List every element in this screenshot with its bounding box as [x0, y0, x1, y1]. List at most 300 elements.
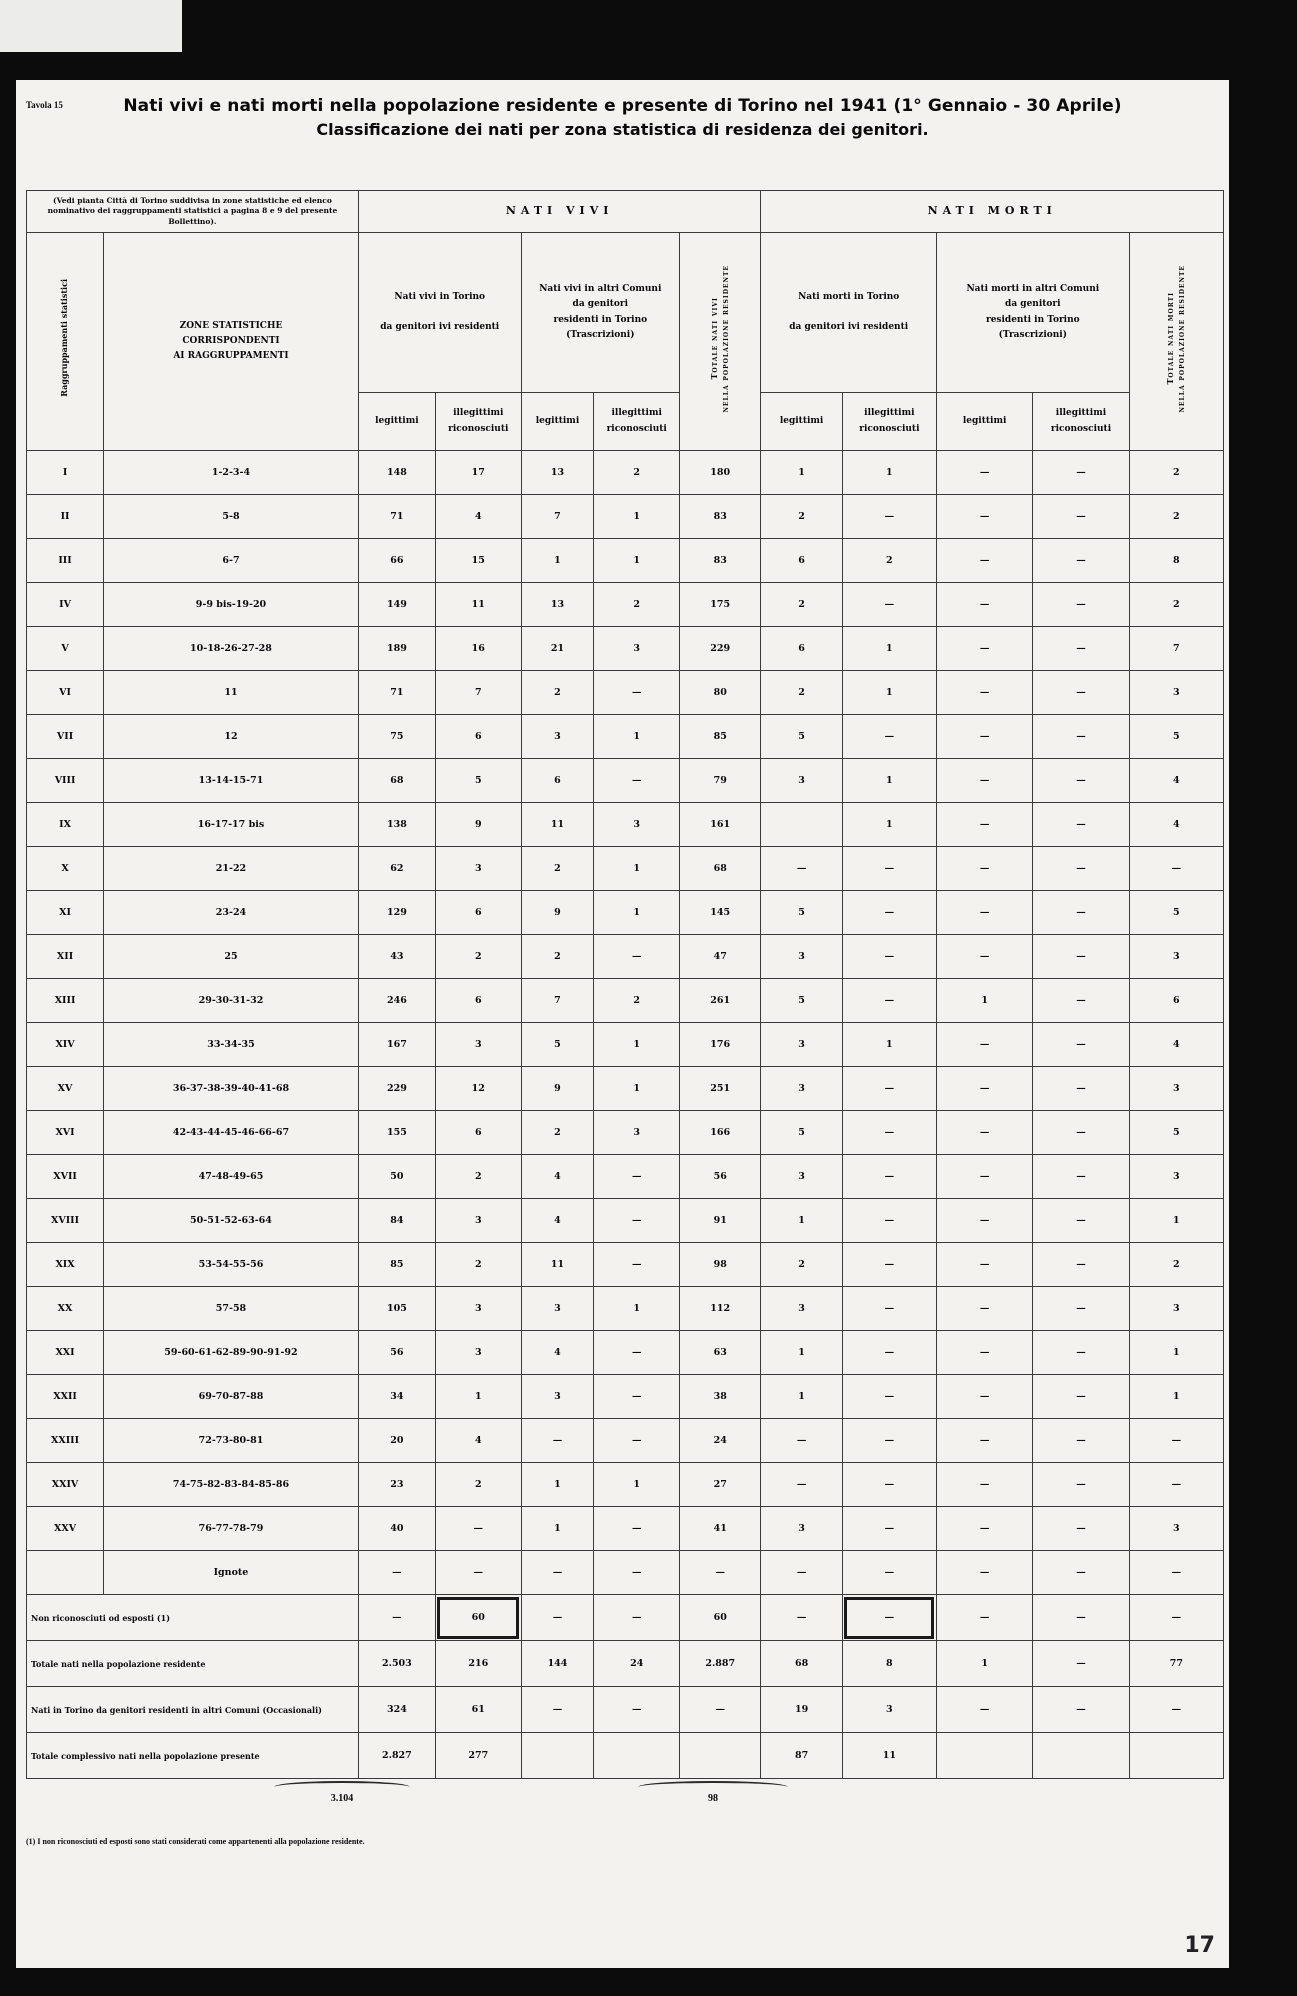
value-cell: 166	[680, 1111, 761, 1155]
value-cell: 4	[1129, 759, 1223, 803]
value-cell: 1	[594, 495, 680, 539]
value-cell: —	[761, 1463, 842, 1507]
value-cell: —	[1033, 1419, 1129, 1463]
value-cell: —	[842, 1463, 936, 1507]
value-cell: 24	[680, 1419, 761, 1463]
table-row	[27, 627, 1224, 671]
value-cell: 7	[435, 671, 521, 715]
table-row	[27, 1243, 1224, 1287]
value-cell: —	[1033, 1067, 1129, 1111]
value-cell: 75	[358, 715, 435, 759]
value-cell: —	[936, 1111, 1032, 1155]
value-cell: 1	[1129, 1199, 1223, 1243]
zone-cell: 23-24	[104, 891, 359, 935]
value-cell: —	[1033, 1023, 1129, 1067]
value-cell: 145	[680, 891, 761, 935]
value-cell: —	[936, 1067, 1032, 1111]
page-number: 17	[1184, 1933, 1215, 1958]
value-cell: 2	[435, 1155, 521, 1199]
zone-cell: 76-77-78-79	[104, 1507, 359, 1551]
value-cell: —	[936, 539, 1032, 583]
value-cell: —	[842, 1507, 936, 1551]
zone-cell: 47-48-49-65	[104, 1155, 359, 1199]
value-cell: 1	[594, 1023, 680, 1067]
value-cell: 3	[521, 1375, 594, 1419]
value-cell: 5	[761, 891, 842, 935]
value-cell: 3	[435, 1331, 521, 1375]
value-cell: —	[1033, 1331, 1129, 1375]
value-cell: —	[842, 979, 936, 1023]
value-cell: 3	[1129, 1507, 1223, 1551]
summary-value-cell: 8	[842, 1641, 936, 1687]
sub-illegittimi: illegittimi riconosciuti	[594, 393, 680, 451]
value-cell: 71	[358, 495, 435, 539]
table-body	[27, 451, 1224, 1779]
raggruppamento-cell: V	[27, 627, 104, 671]
zone-cell: 13-14-15-71	[104, 759, 359, 803]
summary-value-cell: 324	[358, 1687, 435, 1733]
value-cell: —	[842, 1551, 936, 1595]
value-cell: 1	[842, 451, 936, 495]
table-row	[27, 671, 1224, 715]
grand-total-vivi: 3.104	[264, 1781, 420, 1821]
table-row	[27, 1331, 1224, 1375]
value-cell: 13	[521, 451, 594, 495]
table-row	[27, 1375, 1224, 1419]
col-totale-morti: Totale nati morti nella popolazione residente	[1129, 233, 1223, 451]
summary-value-cell: 87	[761, 1733, 842, 1779]
value-cell: 1	[594, 891, 680, 935]
value-cell: 3	[1129, 671, 1223, 715]
value-cell: 2	[761, 671, 842, 715]
summary-value-cell: —	[1033, 1687, 1129, 1733]
summary-value-cell: 2.827	[358, 1733, 435, 1779]
value-cell: 2	[1129, 1243, 1223, 1287]
value-cell: —	[936, 1287, 1032, 1331]
value-cell: —	[936, 671, 1032, 715]
value-cell: —	[1033, 759, 1129, 803]
table-row	[27, 495, 1224, 539]
value-cell: —	[594, 1375, 680, 1419]
value-cell: 5	[1129, 715, 1223, 759]
summary-value-cell: —	[1033, 1641, 1129, 1687]
value-cell: —	[1033, 935, 1129, 979]
value-cell: 3	[594, 803, 680, 847]
value-cell: 12	[435, 1067, 521, 1111]
zone-cell: 21-22	[104, 847, 359, 891]
value-cell: 40	[358, 1507, 435, 1551]
value-cell: —	[842, 1331, 936, 1375]
value-cell: —	[842, 715, 936, 759]
value-cell: —	[936, 1463, 1032, 1507]
summary-value-cell: 216	[435, 1641, 521, 1687]
value-cell: —	[1033, 1243, 1129, 1287]
value-cell: 9	[521, 1067, 594, 1111]
table-row	[27, 847, 1224, 891]
summary-value-cell: 1	[936, 1641, 1032, 1687]
value-cell: —	[936, 759, 1032, 803]
value-cell: —	[1033, 715, 1129, 759]
value-cell: —	[936, 1199, 1032, 1243]
col-raggruppamenti: Raggruppamenti statistici	[27, 233, 104, 451]
value-cell: 85	[358, 1243, 435, 1287]
value-cell: 3	[435, 1199, 521, 1243]
value-cell: —	[936, 627, 1032, 671]
zone-cell: 57-58	[104, 1287, 359, 1331]
value-cell: —	[594, 1419, 680, 1463]
value-cell: 3	[435, 1023, 521, 1067]
value-cell: —	[842, 891, 936, 935]
raggruppamento-cell: VII	[27, 715, 104, 759]
value-cell: 3	[761, 1287, 842, 1331]
zone-cell: 25	[104, 935, 359, 979]
value-cell: 7	[521, 495, 594, 539]
value-cell: —	[1129, 1463, 1223, 1507]
value-cell: —	[936, 495, 1032, 539]
raggruppamento-cell: XI	[27, 891, 104, 935]
raggruppamento-cell: XIV	[27, 1023, 104, 1067]
value-cell: 79	[680, 759, 761, 803]
table-row	[27, 1067, 1224, 1111]
value-cell: 3	[1129, 1067, 1223, 1111]
value-cell: 3	[435, 847, 521, 891]
table-row-ignote	[27, 1551, 1224, 1595]
value-cell: —	[1033, 847, 1129, 891]
value-cell: 5	[761, 979, 842, 1023]
summary-value-cell	[521, 1733, 594, 1779]
value-cell: —	[936, 935, 1032, 979]
table-row	[27, 979, 1224, 1023]
value-cell: —	[936, 715, 1032, 759]
raggruppamento-cell: XXIV	[27, 1463, 104, 1507]
value-cell: —	[1033, 891, 1129, 935]
raggruppamento-cell: IV	[27, 583, 104, 627]
summary-value-cell: —	[1129, 1687, 1223, 1733]
value-cell: 1	[594, 539, 680, 583]
value-cell: —	[842, 1243, 936, 1287]
raggruppamento-cell: XV	[27, 1067, 104, 1111]
value-cell: 1	[842, 759, 936, 803]
value-cell: —	[594, 1199, 680, 1243]
value-cell: 2	[435, 1463, 521, 1507]
zone-cell: 72-73-80-81	[104, 1419, 359, 1463]
value-cell: 6	[435, 891, 521, 935]
zone-cell: 12	[104, 715, 359, 759]
zone-cell: 10-18-26-27-28	[104, 627, 359, 671]
value-cell: —	[936, 803, 1032, 847]
value-cell: 1	[521, 1507, 594, 1551]
value-cell: 3	[761, 759, 842, 803]
value-cell: —	[1033, 979, 1129, 1023]
summary-value-cell: —	[842, 1595, 936, 1641]
raggruppamento-cell: X	[27, 847, 104, 891]
value-cell: —	[842, 1111, 936, 1155]
value-cell: 1	[1129, 1375, 1223, 1419]
value-cell: 2	[521, 1111, 594, 1155]
value-cell: —	[1033, 671, 1129, 715]
value-cell: —	[936, 1155, 1032, 1199]
value-cell: 11	[521, 1243, 594, 1287]
zone-cell: 69-70-87-88	[104, 1375, 359, 1419]
value-cell: 5	[1129, 1111, 1223, 1155]
value-cell: —	[594, 671, 680, 715]
value-cell: 1	[842, 1023, 936, 1067]
value-cell: 20	[358, 1419, 435, 1463]
summary-value-cell: —	[521, 1595, 594, 1641]
document-title: Nati vivi e nati morti nella popolazione residente e presente di Torino nel 1941 (1° Gennaio - 30 Aprile)	[123, 96, 1122, 116]
summary-label: Nati in Torino da genitori residenti in altri Comuni (Occasionali)	[27, 1687, 359, 1733]
value-cell: 1	[594, 715, 680, 759]
value-cell: 11	[435, 583, 521, 627]
value-cell: 15	[435, 539, 521, 583]
value-cell: 3	[1129, 1155, 1223, 1199]
value-cell: 2	[1129, 583, 1223, 627]
sub-legittimi: legittimi	[358, 393, 435, 451]
value-cell: 2	[761, 583, 842, 627]
value-cell: 7	[1129, 627, 1223, 671]
summary-value-cell	[1033, 1733, 1129, 1779]
summary-value-cell: —	[521, 1687, 594, 1733]
value-cell: —	[594, 759, 680, 803]
table-row	[27, 1155, 1224, 1199]
value-cell: —	[761, 1551, 842, 1595]
document-page	[16, 80, 1229, 1968]
value-cell: —	[1033, 495, 1129, 539]
summary-value-cell	[936, 1733, 1032, 1779]
value-cell: 41	[680, 1507, 761, 1551]
zone-cell: 74-75-82-83-84-85-86	[104, 1463, 359, 1507]
value-cell: 34	[358, 1375, 435, 1419]
value-cell: 6	[435, 715, 521, 759]
value-cell: 2	[435, 1243, 521, 1287]
value-cell: 251	[680, 1067, 761, 1111]
zone-cell: 29-30-31-32	[104, 979, 359, 1023]
value-cell: 98	[680, 1243, 761, 1287]
raggruppamento-cell: XIX	[27, 1243, 104, 1287]
table-row	[27, 1287, 1224, 1331]
summary-value-cell: —	[594, 1595, 680, 1641]
value-cell: 3	[761, 1067, 842, 1111]
value-cell: —	[842, 1155, 936, 1199]
zone-cell: 59-60-61-62-89-90-91-92	[104, 1331, 359, 1375]
value-cell: 3	[761, 1155, 842, 1199]
table-row	[27, 935, 1224, 979]
table-row	[27, 1199, 1224, 1243]
value-cell: 7	[521, 979, 594, 1023]
table-head	[27, 191, 1224, 451]
value-cell: 2	[1129, 451, 1223, 495]
value-cell: 2	[594, 451, 680, 495]
value-cell: 9	[521, 891, 594, 935]
value-cell: —	[936, 1243, 1032, 1287]
value-cell: —	[936, 1507, 1032, 1551]
table-row	[27, 803, 1224, 847]
value-cell: —	[761, 1419, 842, 1463]
value-cell: —	[936, 1419, 1032, 1463]
value-cell: 6	[435, 1111, 521, 1155]
value-cell: 3	[594, 627, 680, 671]
value-cell: 83	[680, 539, 761, 583]
value-cell: 23	[358, 1463, 435, 1507]
value-cell: 4	[521, 1155, 594, 1199]
group-nati-morti: NATI MORTI	[761, 191, 1224, 233]
births-table	[26, 190, 1224, 1779]
value-cell: 5	[761, 715, 842, 759]
value-cell: 189	[358, 627, 435, 671]
raggruppamento-cell: XXII	[27, 1375, 104, 1419]
document-subtitle: Classificazione dei nati per zona statistica di residenza dei genitori.	[316, 120, 929, 139]
value-cell: —	[842, 847, 936, 891]
col-zone-statistiche: ZONE STATISTICHE CORRISPONDENTI AI RAGGRUPPAMENTI	[104, 233, 359, 451]
zone-cell: 1-2-3-4	[104, 451, 359, 495]
summary-value-cell: 277	[435, 1733, 521, 1779]
value-cell: —	[1129, 1551, 1223, 1595]
summary-row	[27, 1641, 1224, 1687]
summary-value-cell: 24	[594, 1641, 680, 1687]
sub-legittimi: legittimi	[761, 393, 842, 451]
value-cell: 1	[594, 1463, 680, 1507]
value-cell: —	[1033, 583, 1129, 627]
value-cell: 5	[1129, 891, 1223, 935]
value-cell: 176	[680, 1023, 761, 1067]
table-row	[27, 715, 1224, 759]
value-cell: —	[936, 451, 1032, 495]
value-cell: 1	[936, 979, 1032, 1023]
summary-value-cell: 68	[761, 1641, 842, 1687]
value-cell: 149	[358, 583, 435, 627]
raggruppamento-cell: XXIII	[27, 1419, 104, 1463]
raggruppamento-cell: VI	[27, 671, 104, 715]
value-cell: 1	[842, 671, 936, 715]
raggruppamento-cell: IX	[27, 803, 104, 847]
value-cell: 71	[358, 671, 435, 715]
value-cell: 2	[521, 847, 594, 891]
value-cell: 5	[435, 759, 521, 803]
value-cell: —	[594, 1331, 680, 1375]
value-cell: 148	[358, 451, 435, 495]
value-cell: —	[842, 935, 936, 979]
value-cell: 2	[594, 583, 680, 627]
value-cell: 6	[521, 759, 594, 803]
table-row	[27, 539, 1224, 583]
value-cell: 4	[521, 1199, 594, 1243]
zone-cell: 6-7	[104, 539, 359, 583]
zone-cell: 42-43-44-45-46-66-67	[104, 1111, 359, 1155]
summary-row	[27, 1687, 1224, 1733]
value-cell: 2	[761, 495, 842, 539]
value-cell: —	[1129, 847, 1223, 891]
value-cell: 11	[521, 803, 594, 847]
value-cell: 1	[842, 627, 936, 671]
raggruppamento-cell: XVIII	[27, 1199, 104, 1243]
summary-value-cell: 60	[680, 1595, 761, 1641]
value-cell: 4	[1129, 1023, 1223, 1067]
value-cell: 13	[521, 583, 594, 627]
value-cell: 2	[1129, 495, 1223, 539]
zone-cell: 5-8	[104, 495, 359, 539]
raggruppamento-cell: I	[27, 451, 104, 495]
value-cell: 1	[761, 1375, 842, 1419]
value-cell: 167	[358, 1023, 435, 1067]
value-cell: 3	[1129, 935, 1223, 979]
scan-corner	[0, 0, 182, 52]
sub-illegittimi: illegittimi riconosciuti	[435, 393, 521, 451]
summary-value-cell: 77	[1129, 1641, 1223, 1687]
raggruppamento-cell: VIII	[27, 759, 104, 803]
value-cell: —	[1033, 1375, 1129, 1419]
value-cell: 246	[358, 979, 435, 1023]
footnote: (1) I non riconosciuti ed esposti sono stati considerati come appartenenti alla popolazione residente.	[26, 1837, 365, 1846]
value-cell: 85	[680, 715, 761, 759]
summary-value-cell: 2.503	[358, 1641, 435, 1687]
value-cell: —	[521, 1551, 594, 1595]
value-cell: 6	[435, 979, 521, 1023]
value-cell: 138	[358, 803, 435, 847]
value-cell: 68	[358, 759, 435, 803]
value-cell: 3	[1129, 1287, 1223, 1331]
value-cell: 80	[680, 671, 761, 715]
summary-value-cell: —	[936, 1595, 1032, 1641]
value-cell: 91	[680, 1199, 761, 1243]
value-cell: 155	[358, 1111, 435, 1155]
value-cell: —	[936, 583, 1032, 627]
summary-value-cell: —	[594, 1687, 680, 1733]
value-cell: —	[936, 1375, 1032, 1419]
value-cell: 4	[521, 1331, 594, 1375]
raggruppamento-cell: XVII	[27, 1155, 104, 1199]
value-cell: —	[936, 891, 1032, 935]
summary-value-cell: 144	[521, 1641, 594, 1687]
value-cell: —	[1033, 539, 1129, 583]
group-nati-vivi: NATI VIVI	[358, 191, 761, 233]
table-row	[27, 1023, 1224, 1067]
summary-label: Totale complessivo nati nella popolazione presente	[27, 1733, 359, 1779]
value-cell: —	[594, 935, 680, 979]
table-row	[27, 583, 1224, 627]
zone-cell: 9-9 bis-19-20	[104, 583, 359, 627]
value-cell: 63	[680, 1331, 761, 1375]
value-cell: 3	[435, 1287, 521, 1331]
table-row	[27, 759, 1224, 803]
sub-illegittimi: illegittimi riconosciuti	[1033, 393, 1129, 451]
value-cell: 43	[358, 935, 435, 979]
value-cell: —	[936, 847, 1032, 891]
document-header	[16, 88, 1229, 148]
value-cell: —	[1033, 1155, 1129, 1199]
value-cell: 229	[680, 627, 761, 671]
value-cell: 1	[594, 1287, 680, 1331]
value-cell: 50	[358, 1155, 435, 1199]
zone-cell: 53-54-55-56	[104, 1243, 359, 1287]
value-cell: —	[521, 1419, 594, 1463]
value-cell: 66	[358, 539, 435, 583]
value-cell: 8	[1129, 539, 1223, 583]
summary-value-cell: —	[358, 1595, 435, 1641]
col-vivi-altri-comuni: Nati vivi in altri Comuni da genitori residenti in Torino (Trascrizioni)	[521, 233, 679, 393]
value-cell: 4	[435, 495, 521, 539]
value-cell: 4	[1129, 803, 1223, 847]
value-cell: —	[842, 1287, 936, 1331]
raggruppamento-cell: XII	[27, 935, 104, 979]
value-cell: —	[358, 1551, 435, 1595]
raggruppamento-cell: II	[27, 495, 104, 539]
value-cell: 84	[358, 1199, 435, 1243]
summary-value-cell	[594, 1733, 680, 1779]
value-cell: 261	[680, 979, 761, 1023]
value-cell: 62	[358, 847, 435, 891]
value-cell: —	[1033, 451, 1129, 495]
value-cell: 47	[680, 935, 761, 979]
